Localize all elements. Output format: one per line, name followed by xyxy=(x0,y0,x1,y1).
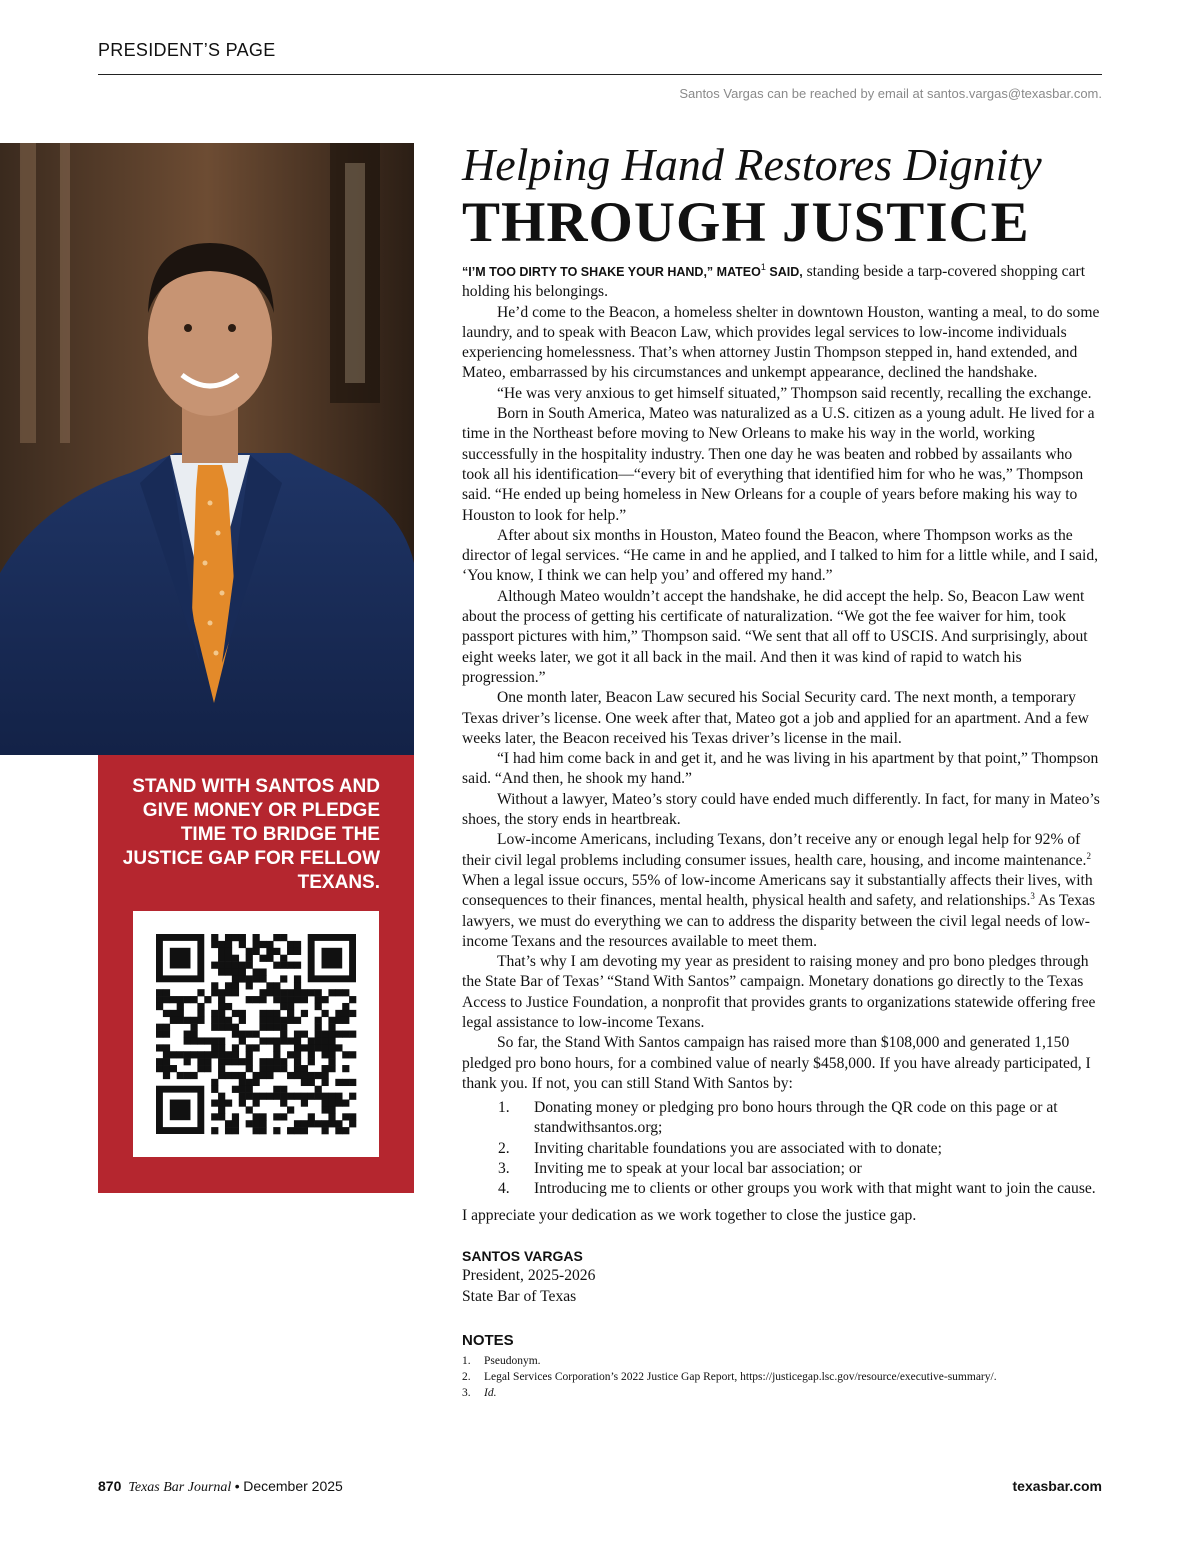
paragraph: Born in South America, Mateo was naturalized as a U.S. citizen as a young adult. He lived for a time in the Northeast before moving to New Orleans to make his way in the world, working successfully in the hospitality industry. Then one day he was beaten and robbed by assailants who took all his identification—“every bit of everything that identified him for who he was,” Thompson said. “He ended up being homeless in New Orleans for a couple of years before making his way to Houston to look for help.” xyxy=(462,405,1095,524)
lead-paragraph xyxy=(462,262,1102,303)
paragraph-text: Low-income Americans, including Texans, don’t receive any or enough legal help for 92% of their civil legal problems including consumer issues, health care, housing, and income maintenance. xyxy=(462,831,1087,869)
cta-box xyxy=(98,755,414,1193)
lead-rest: standing beside a tarp-covered shopping cart holding his belongings. xyxy=(462,263,1086,301)
paragraph: Although Mateo wouldn’t accept the handshake, he did accept the help. So, Beacon Law went about the process of getting his certificate of naturalization. “We got the fee waiver for him, took passport pictures with him,” Thompson said. “We sent that all off to USCIS. And surprisingly, about eight weeks later, we got it all back in the mail. And then it was kind of rapid to watch his progression.” xyxy=(462,587,1088,686)
signature-name: SANTOS VARGAS xyxy=(462,1247,583,1264)
section-label: PRESIDENT’S PAGE xyxy=(98,40,276,60)
list-item xyxy=(462,1139,1102,1159)
note-number: 2. xyxy=(462,1371,471,1384)
paragraph-campaign: That’s why I am devoting my year as president to raising money and pro bono pledges through the State Bar of Texas’ “Stand With Santos” campaign. Monetary donations go directly to the Texas Access to Justice Foundation, a nonprofit that provides grants to organizations statewide offering free legal assistance to low-income Texans. xyxy=(462,953,1096,1031)
list-number: 1. xyxy=(498,1099,510,1117)
note-item xyxy=(462,1369,1102,1385)
list-number: 3. xyxy=(498,1160,510,1178)
note-text: Legal Services Corporation’s 2022 Justice Gap Report, https://justicegap.lsc.gov/resource/executive-summary/. xyxy=(484,1371,997,1384)
note-item xyxy=(462,1353,1102,1369)
paragraph: Without a lawyer, Mateo’s story could have ended much differently. In fact, for many in Mateo’s shoes, the story ends in heartbreak. xyxy=(462,790,1100,829)
article-body xyxy=(462,262,1102,1401)
article-title-line2: THROUGH JUSTICE xyxy=(462,191,1030,254)
notes-heading: NOTES xyxy=(462,1331,514,1349)
notes-list xyxy=(462,1353,1102,1401)
list-text: Donating money or pledging pro bono hours through the QR code on this page or at standwithsantos.org; xyxy=(534,1099,1058,1137)
list-text: Inviting charitable foundations you are associated with to donate; xyxy=(534,1139,942,1157)
page-number: 870 xyxy=(98,1478,122,1494)
contact-line: Santos Vargas can be reached by email at santos.vargas@texasbar.com. xyxy=(679,86,1102,101)
footnote-ref-2: 2 xyxy=(1086,850,1091,861)
list-text: Inviting me to speak at your local bar association; or xyxy=(534,1160,862,1178)
footer-bullet: • xyxy=(234,1478,240,1494)
closing-paragraph: I appreciate your dedication as we work together to close the justice gap. xyxy=(462,1206,917,1224)
article-title-line1: Helping Hand Restores Dignity xyxy=(462,139,1042,190)
note-number: 1. xyxy=(462,1355,471,1368)
note-item xyxy=(462,1385,1102,1401)
action-list xyxy=(462,1098,1102,1199)
lead-caps: “I’M TOO DIRTY TO SHAKE YOUR HAND,” MATEO xyxy=(462,265,761,279)
journal-name: Texas Bar Journal xyxy=(128,1480,232,1495)
lead-caps-end: SAID, xyxy=(765,265,803,279)
note-text: Pseudonym. xyxy=(484,1355,541,1368)
footnote-ref-3: 3 xyxy=(1030,891,1035,902)
note-number: 3. xyxy=(462,1387,471,1400)
footnote-ref-1: 1 xyxy=(760,261,766,272)
list-text: Introducing me to clients or other groups you work with that might want to join the cause. xyxy=(534,1180,1096,1198)
list-number: 4. xyxy=(498,1180,510,1198)
list-item xyxy=(462,1179,1102,1199)
paragraph-so-far: So far, the Stand With Santos campaign has raised more than $108,000 and generated 1,150 pledged pro bono hours, for a combined value of nearly $458,000. If you have already participated, I thank you. If not, you can still Stand With Santos by: xyxy=(462,1034,1091,1092)
paragraph: “I had him come back in and get it, and he was living in his apartment by that point,” Thompson said. “And then, he shook my hand.” xyxy=(462,750,1099,788)
signature-block xyxy=(462,1246,1102,1307)
signature-title: President, 2025-2026 xyxy=(462,1267,596,1285)
signature-org: State Bar of Texas xyxy=(462,1287,577,1305)
list-number: 2. xyxy=(498,1139,510,1157)
paragraph: One month later, Beacon Law secured his Social Security card. The next month, a temporary Texas driver’s license. One week after that, Mateo got a job and applied for an apartment. And a few weeks later, the Beacon received his Texas driver’s license in the mail. xyxy=(462,689,1089,747)
paragraph-text: When a legal issue occurs, 55% of low-income Americans say it substantially affects their lives, with consequences to their finances, mental health, physical health and safety, and relationships. xyxy=(462,871,1093,910)
paragraph-text: As Texas lawyers, we must do everything we can to address the disparity between the civil legal needs of low-income Texans and the resources available to meet them. xyxy=(462,892,1096,950)
list-item xyxy=(462,1098,1102,1139)
footer-site-link[interactable]: texasbar.com xyxy=(1012,1478,1102,1494)
list-item xyxy=(462,1159,1102,1179)
cta-text: STAND WITH SANTOS AND GIVE MONEY OR PLEDGE TIME TO BRIDGE THE JUSTICE GAP FOR FELLOW TEXANS. xyxy=(122,776,380,893)
qr-code[interactable] xyxy=(133,911,379,1157)
author-portrait xyxy=(0,143,414,755)
paragraph: “He was very anxious to get himself situated,” Thompson said recently, recalling the exchange. xyxy=(497,384,1092,402)
note-text: Id. xyxy=(484,1387,497,1400)
paragraph-justice-gap xyxy=(462,830,1102,952)
footer-left xyxy=(98,1478,343,1496)
issue-date: December 2025 xyxy=(243,1478,343,1494)
paragraph: He’d come to the Beacon, a homeless shelter in downtown Houston, wanting a meal, to do some laundry, and to speak with Beacon Law, which provides legal services to low-income individuals experiencing homelessness. That’s when attorney Justin Thompson stepped in, hand extended, and Mateo, embarrassed by his circumstances and unkempt appearance, declined the handshake. xyxy=(462,303,1100,382)
header-rule xyxy=(98,74,1102,75)
paragraph: After about six months in Houston, Mateo found the Beacon, where Thompson works as the director of legal services. “He came in and he applied, and I talked to him for a little while, and I said, ‘You know, I think we can help you’ and offered my hand.” xyxy=(462,526,1099,585)
